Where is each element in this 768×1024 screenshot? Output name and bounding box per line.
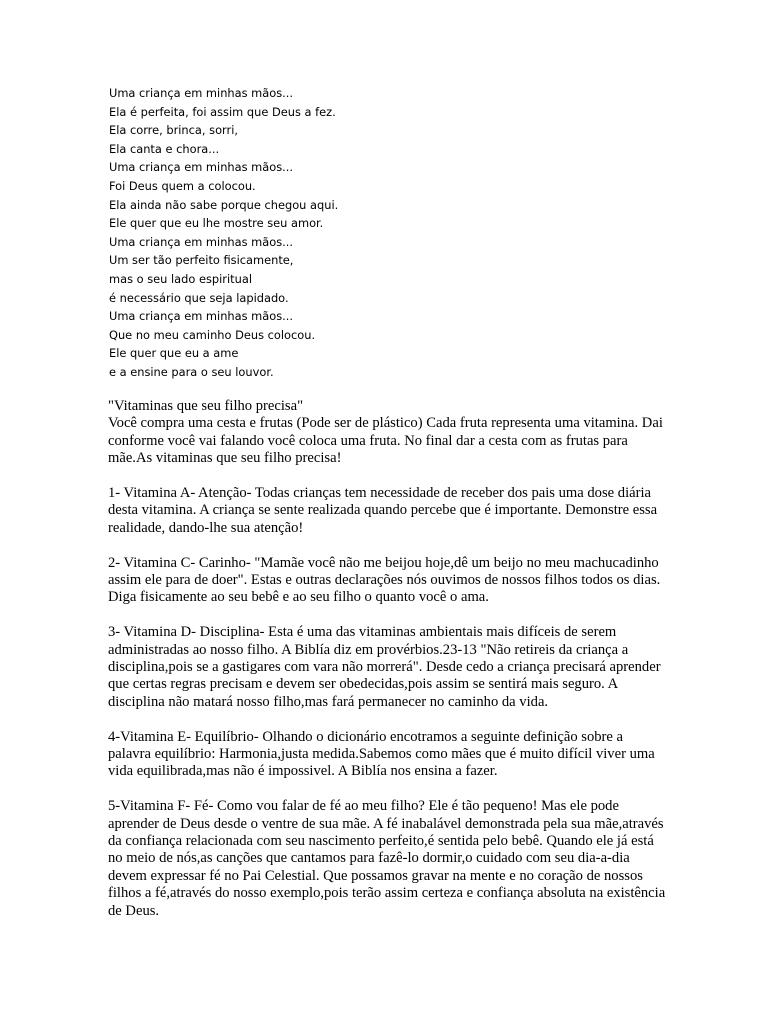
poem-line: é necessário que seja lapidado. [109,290,289,305]
article-intro-paragraph [108,398,668,468]
poem-line: mas o seu lado espiritual [109,271,252,286]
vitamin-a-paragraph: 1- Vitamina A- Atenção- Todas crianças tem necessidade de receber dos pais uma dose diária desta vitamina. A criança se sente realizada quando percebe que é importante. Demonstre essa realidade, dando-lhe sua atenção! [108,485,658,536]
vitamin-f-paragraph: 5-Vitamina F- Fé- Como vou falar de fé ao meu filho? Ele é tão pequeno! Mas ele pode aprender de Deus desde o ventre de sua mãe. A fé inabalável demonstrada pela sua mãe,através da confiança relacionada com seu nascimento perfeito,é sentida pelo bebê. Quando ele já está no meio de nós,as canções que cantamos para fazê-lo dormir,o cuidado com seu dia-a-dia devem expressar fé no Pai Celestial. Que possamos gravar na mente e no coração de nossos filhos a fé,através do nosso exemplo,pois terão assim certeza e confiança absoluta na existência de Deus. [108,798,666,919]
poem-line: Uma criança em minhas mãos... [109,86,294,100]
poem-line: Um ser tão perfeito fisicamente, [109,253,294,268]
vitamin-c-paragraph: 2- Vitamina C- Carinho- "Mamãe você não me beijou hoje,dê um beijo no meu machucadinho assim ele para de doer". Estas e outras declarações nós ouvimos de nossos filhos todos os dias. Diga fisicamente ao seu bebê e ao seu filho o quanto você o ama. [108,554,661,606]
poem-line: Uma criança em minhas mãos... [109,160,294,175]
poem-line: Ele quer que eu lhe mostre seu amor. [109,216,324,231]
poem-line: Ela é perfeita, foi assim que Deus a fez. [109,104,336,119]
poem-line: Uma criança em minhas mãos... [109,309,294,324]
vitamin-d-paragraph: 3- Vitamina D- Disciplina- Esta é uma das vitaminas ambientais mais difíceis de serem administradas ao nosso filho. A Biblía diz em provérbios.23-13 "Não retireis da criança a disciplina,pois se a gastigares com vara não morrerá". Desde cedo a criança precisará aprender que certas regras precisam e devem ser obedecidas,pois assim se sentirá mais seguro. A disciplina não matará nosso filho,mas fará permanecer no caminho da vida. [108,624,661,710]
poem-line: Ele quer que eu a ame [109,346,239,361]
vitamin-e-paragraph: 4-Vitamina E- Equilíbrio- Olhando o dicionário encotramos a seguinte definição sobre a palavra equilíbrio: Harmonia,justa medida.Sabemos como mães que é muito difícil viver uma vida equilibrada,mas não é impossivel. A Biblía nos ensina a fazer. [108,728,655,780]
article-title: "Vitaminas que seu filho precisa" [108,398,304,414]
poem-line: Ela corre, brinca, sorri, [109,123,238,138]
article-body [108,398,668,938]
poem-line: Que no meu caminho Deus colocou. [109,327,316,342]
poem-line: Uma criança em minhas mãos... [109,234,294,249]
poem-line: Ela canta e chora... [109,141,220,156]
poem-line: Ela ainda não sabe porque chegou aqui. [109,197,339,212]
poem-block [109,84,669,382]
poem-line: e a ensine para o seu louvor. [109,364,274,379]
article-intro: Você compra uma cesta e frutas (Pode ser de plástico) Cada fruta representa uma vitamina. Dai conforme você vai falando você coloca uma fruta. No final dar a cesta com as frutas para mãe.As vitaminas que seu filho precisa! [108,415,663,467]
poem-line: Foi Deus quem a colocou. [109,178,256,193]
